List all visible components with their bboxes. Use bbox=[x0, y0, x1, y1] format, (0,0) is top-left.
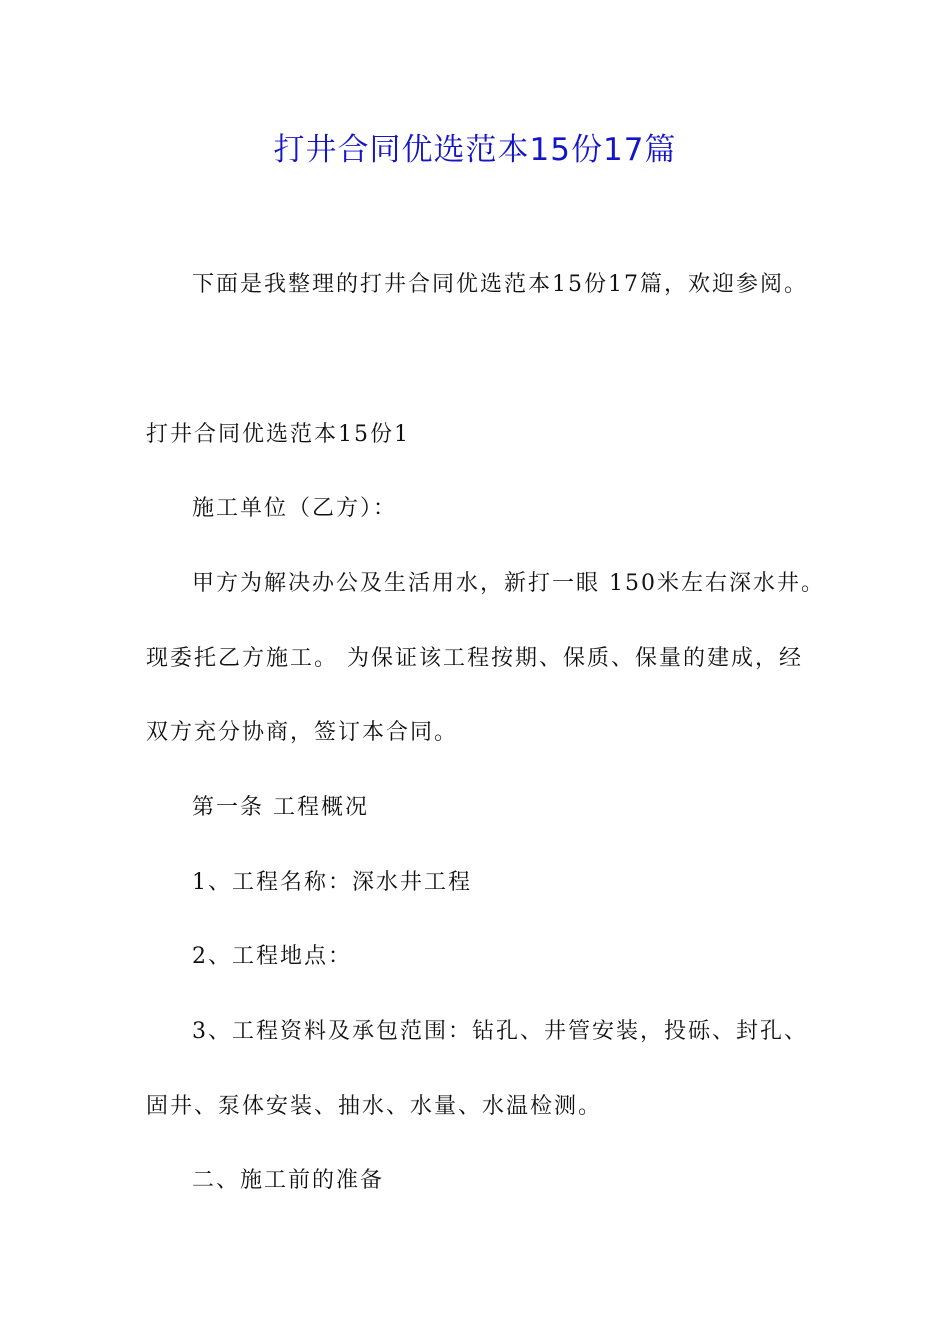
document-title: 打井合同优选范本15份17篇 bbox=[273, 132, 677, 168]
paragraph-party-b: 施工单位（乙方）： bbox=[192, 496, 398, 521]
list-item: 1、工程名称：深水井工程 bbox=[192, 870, 472, 895]
section-subheading: 二、施工前的准备 bbox=[192, 1168, 385, 1193]
section-heading: 打井合同优选范本15份1 bbox=[146, 422, 410, 447]
list-item: 3、工程资料及承包范围：钻孔、井管安装，投砾、封孔、 bbox=[192, 1019, 808, 1044]
paragraph-line: 双方充分协商，签订本合同。 bbox=[146, 720, 459, 745]
paragraph-line: 固井、泵体安装、抽水、水量、水温检测。 bbox=[146, 1094, 603, 1119]
paragraph-line: 甲方为解决办公及生活用水，新打一眼 150米左右深水井。 bbox=[192, 571, 825, 596]
paragraph-line: 现委托乙方施工。 为保证该工程按期、保质、保量的建成，经 bbox=[146, 646, 803, 671]
intro-paragraph: 下面是我整理的打井合同优选范本15份17篇，欢迎参阅。 bbox=[192, 272, 808, 297]
article-heading: 第一条 工程概况 bbox=[192, 795, 369, 820]
list-item: 2、工程地点： bbox=[192, 944, 352, 969]
